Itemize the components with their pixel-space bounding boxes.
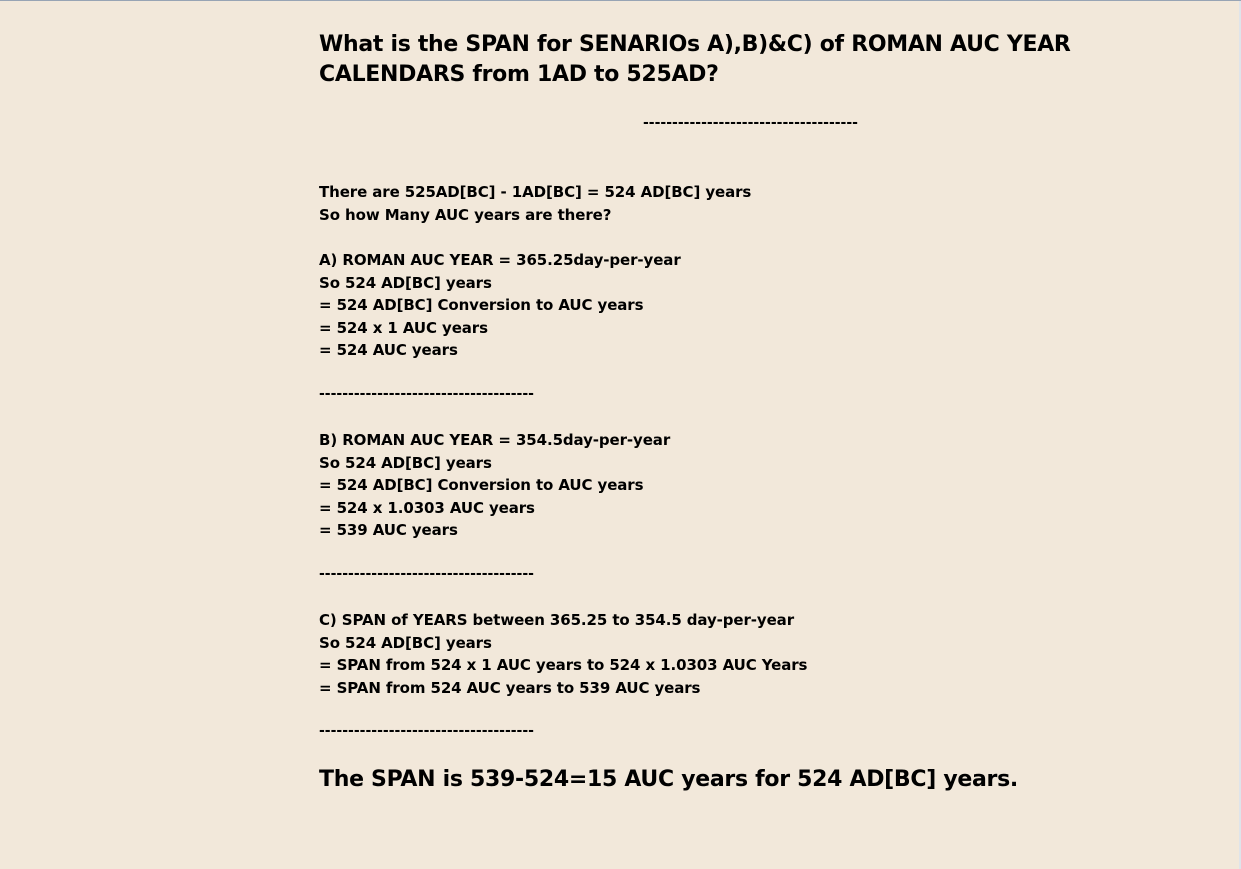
scenario-a-line-2: So 524 AD[BC] years xyxy=(319,273,492,292)
scenario-b-line-3: = 524 AD[BC] Conversion to AUC years xyxy=(319,476,644,494)
scenario-a-block xyxy=(319,249,681,362)
scenario-c-line-4: = SPAN from 524 AUC years to 539 AUC years xyxy=(319,678,701,697)
intro-block xyxy=(319,181,751,226)
intro-line-1: There are 525AD[BC] - 1AD[BC] = 524 AD[BC] years xyxy=(319,183,752,201)
title-line-1: What is the SPAN for SENARIOs A),B)&C) of ROMAN AUC YEAR xyxy=(319,32,1071,57)
intro-line-2: So how Many AUC years are there? xyxy=(319,205,612,224)
scenario-a-line-3: = 524 AD[BC] Conversion to AUC years xyxy=(319,296,644,314)
scenario-b-line-5: = 539 AUC years xyxy=(319,521,458,539)
scenario-a-heading: A) ROMAN AUC YEAR = 365.25day-per-year xyxy=(319,251,681,269)
scenario-a-line-4: = 524 x 1 AUC years xyxy=(319,318,488,337)
title-line-2: CALENDARS from 1AD to 525AD? xyxy=(319,62,719,87)
scenario-c-line-3: = SPAN from 524 x 1 AUC years to 524 x 1.0303 AUC Years xyxy=(319,656,808,674)
divider-c: ------------------------------------- xyxy=(319,723,534,739)
divider-b: ------------------------------------- xyxy=(319,566,534,582)
scenario-b-line-2: So 524 AD[BC] years xyxy=(319,453,492,472)
scenario-b-heading: B) ROMAN AUC YEAR = 354.5day-per-year xyxy=(319,431,671,449)
divider-top: ------------------------------------- xyxy=(643,115,858,131)
scenario-b-line-4: = 524 x 1.0303 AUC years xyxy=(319,498,535,517)
scenario-c-block xyxy=(319,609,807,699)
page-title xyxy=(319,30,1179,90)
scenario-b-block xyxy=(319,429,670,542)
divider-a: ------------------------------------- xyxy=(319,386,534,402)
scenario-a-line-5: = 524 AUC years xyxy=(319,341,458,359)
scenario-c-line-2: So 524 AD[BC] years xyxy=(319,633,492,652)
scenario-c-heading: C) SPAN of YEARS between 365.25 to 354.5 day-per-year xyxy=(319,611,795,629)
conclusion-text: The SPAN is 539-524=15 AUC years for 524 AD[BC] years. xyxy=(319,767,1018,792)
